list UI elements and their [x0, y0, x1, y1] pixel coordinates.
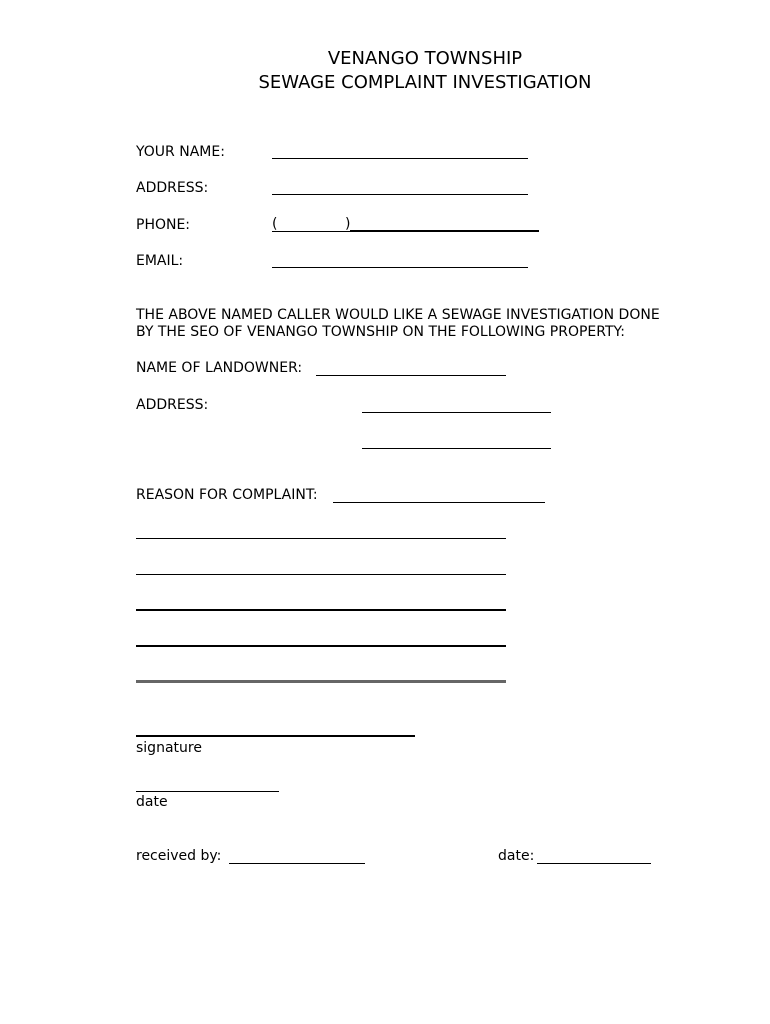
- email-field[interactable]: [272, 267, 528, 268]
- reason-line-1[interactable]: [136, 538, 506, 539]
- statement-line-2: BY THE SEO OF VENANGO TOWNSHIP ON THE FOLLOWING PROPERTY:: [136, 324, 625, 340]
- received-by-field[interactable]: [229, 863, 365, 864]
- email-label: EMAIL:: [136, 253, 184, 269]
- signature-date-field[interactable]: [136, 791, 279, 792]
- property-address-label: ADDRESS:: [136, 397, 209, 413]
- phone-area-open-paren: (: [272, 216, 278, 232]
- property-address-line-1[interactable]: [362, 412, 551, 413]
- landowner-field[interactable]: [316, 375, 506, 376]
- reason-line-3[interactable]: [136, 609, 506, 611]
- reason-line-4[interactable]: [136, 645, 506, 647]
- signature-label: signature: [136, 740, 202, 756]
- reason-line-2[interactable]: [136, 574, 506, 575]
- phone-number-field[interactable]: [350, 230, 539, 232]
- landowner-label: NAME OF LANDOWNER:: [136, 360, 303, 376]
- signature-field[interactable]: [136, 735, 415, 737]
- signature-date-label: date: [136, 794, 168, 810]
- reason-field[interactable]: [333, 502, 545, 503]
- your-name-label: YOUR NAME:: [136, 144, 225, 160]
- caller-address-field[interactable]: [272, 194, 528, 195]
- phone-label: PHONE:: [136, 217, 191, 233]
- title-form: SEWAGE COMPLAINT INVESTIGATION: [258, 72, 592, 93]
- phone-area-code-field[interactable]: [272, 231, 350, 232]
- received-by-label: received by:: [136, 848, 222, 864]
- received-date-label: date:: [498, 848, 535, 864]
- statement-line-1: THE ABOVE NAMED CALLER WOULD LIKE A SEWAGE INVESTIGATION DONE: [136, 307, 660, 323]
- received-date-field[interactable]: [537, 863, 651, 864]
- phone-area-close-paren: ): [345, 216, 351, 232]
- reason-label: REASON FOR COMPLAINT:: [136, 487, 318, 503]
- your-name-field[interactable]: [272, 158, 528, 159]
- caller-address-label: ADDRESS:: [136, 180, 209, 196]
- title-township: VENANGO TOWNSHIP: [327, 48, 523, 69]
- property-address-line-2[interactable]: [362, 448, 551, 449]
- reason-line-5[interactable]: [136, 680, 506, 683]
